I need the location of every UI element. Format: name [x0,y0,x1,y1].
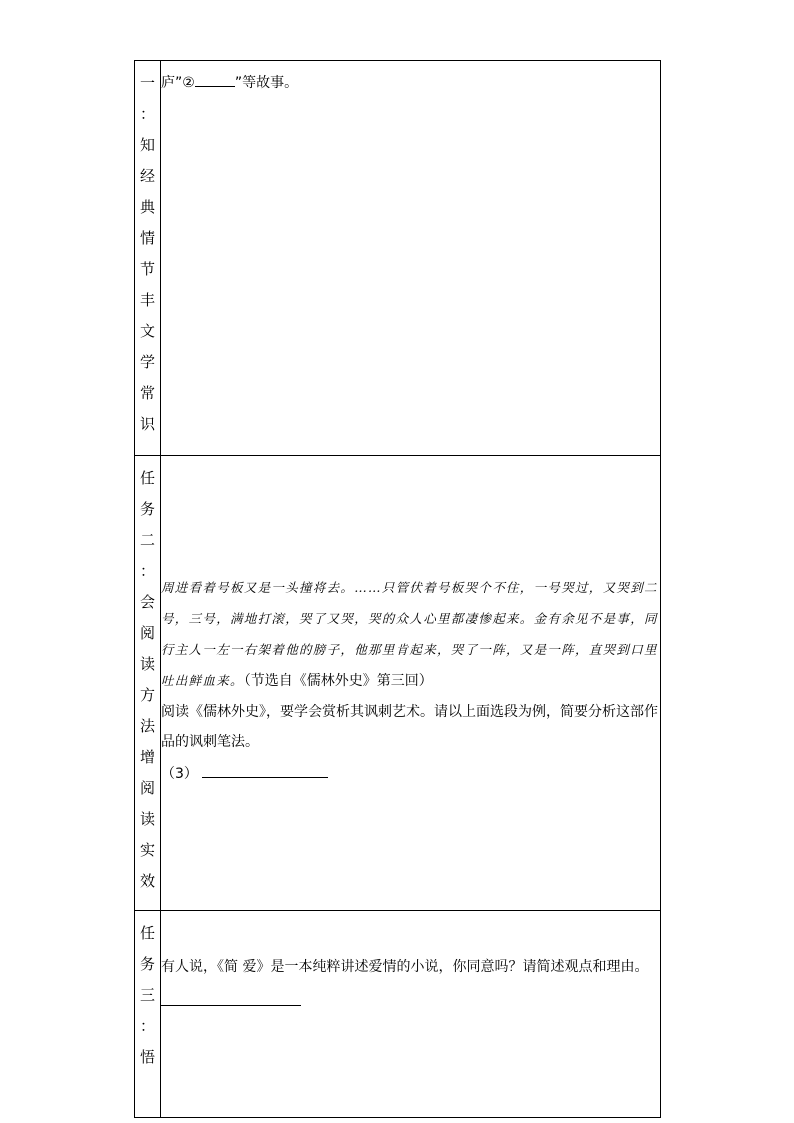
answer-blank[interactable] [161,991,301,1006]
label-char: ： [139,562,155,580]
label-char: 悟 [139,1048,155,1066]
label-char: 读 [139,810,155,828]
label-char: 读 [139,655,155,673]
question-text: 阅读《儒林外史》，要学会赏析其讽刺艺术。请以上面选段为例，简要分析这部作品的讽刺笔法。 [161,704,658,750]
label-char: 文 [139,322,155,340]
section-label-2 [135,456,161,911]
label-char: 经 [139,167,155,185]
label-char: 阅 [139,779,155,797]
fill-blank-2[interactable] [195,72,235,87]
label-char: 知 [139,136,155,154]
label-char: 阅 [139,624,155,642]
label-char: ： [139,105,155,123]
section-row-2 [135,456,661,911]
fill-text-prefix: 庐” [161,75,183,91]
label-char: 丰 [139,291,155,309]
circled-number: ② [182,75,195,91]
label-char: 任 [139,469,155,487]
label-char: 实 [139,841,155,859]
section-content-2 [161,456,661,911]
label-char: 常 [139,384,155,402]
worksheet-table [134,60,661,1118]
excerpt-text: 周进看着号板又是一头撞将去。……只管伏着号板哭个不住，一号哭过，又哭到二号，三号，满地打滚，哭了又哭，哭的众人心里都凄惨起来。金有余见不是事，同行主人一左一右架着他的膀子，他那里肯起来，哭了一阵，又是一阵，直哭到口里吐出鲜血来。 [161,580,658,688]
question-text: 有人说，《简 爱》是一本纯粹讲述爱情的小说，你同意吗？请简述观点和理由。 [161,959,649,975]
answer-line-3 [161,763,660,784]
label-char: 增 [139,748,155,766]
answer-blank-3[interactable] [202,763,328,778]
label-char: 典 [139,198,155,216]
section-content-3 [161,911,661,1118]
section-label-1 [135,61,161,456]
label-char: 二 [139,531,155,549]
label-char: 效 [139,872,155,890]
label-char: ： [139,1017,155,1035]
label-char: 务 [139,500,155,518]
label-char: 情 [139,229,155,247]
section-row-3 [135,911,661,1118]
section-content-1 [161,61,661,456]
label-char: 一 [139,74,155,92]
answer-line [161,991,660,1012]
label-char: 方 [139,686,155,704]
fill-text-suffix: ”等故事。 [234,75,299,91]
answer-number: （3） [161,766,198,782]
label-char: 任 [139,924,155,942]
label-char: 识 [139,415,155,433]
section-row-1 [135,61,661,456]
label-char: 节 [139,260,155,278]
label-char: 法 [139,717,155,735]
reading-excerpt [161,572,660,697]
label-char: 学 [139,353,155,371]
label-char: 三 [139,986,155,1004]
excerpt-source: （节选自《儒林外史》第三回） [243,673,433,689]
label-char: 会 [139,593,155,611]
section-label-3 [135,911,161,1118]
label-char: 务 [139,955,155,973]
